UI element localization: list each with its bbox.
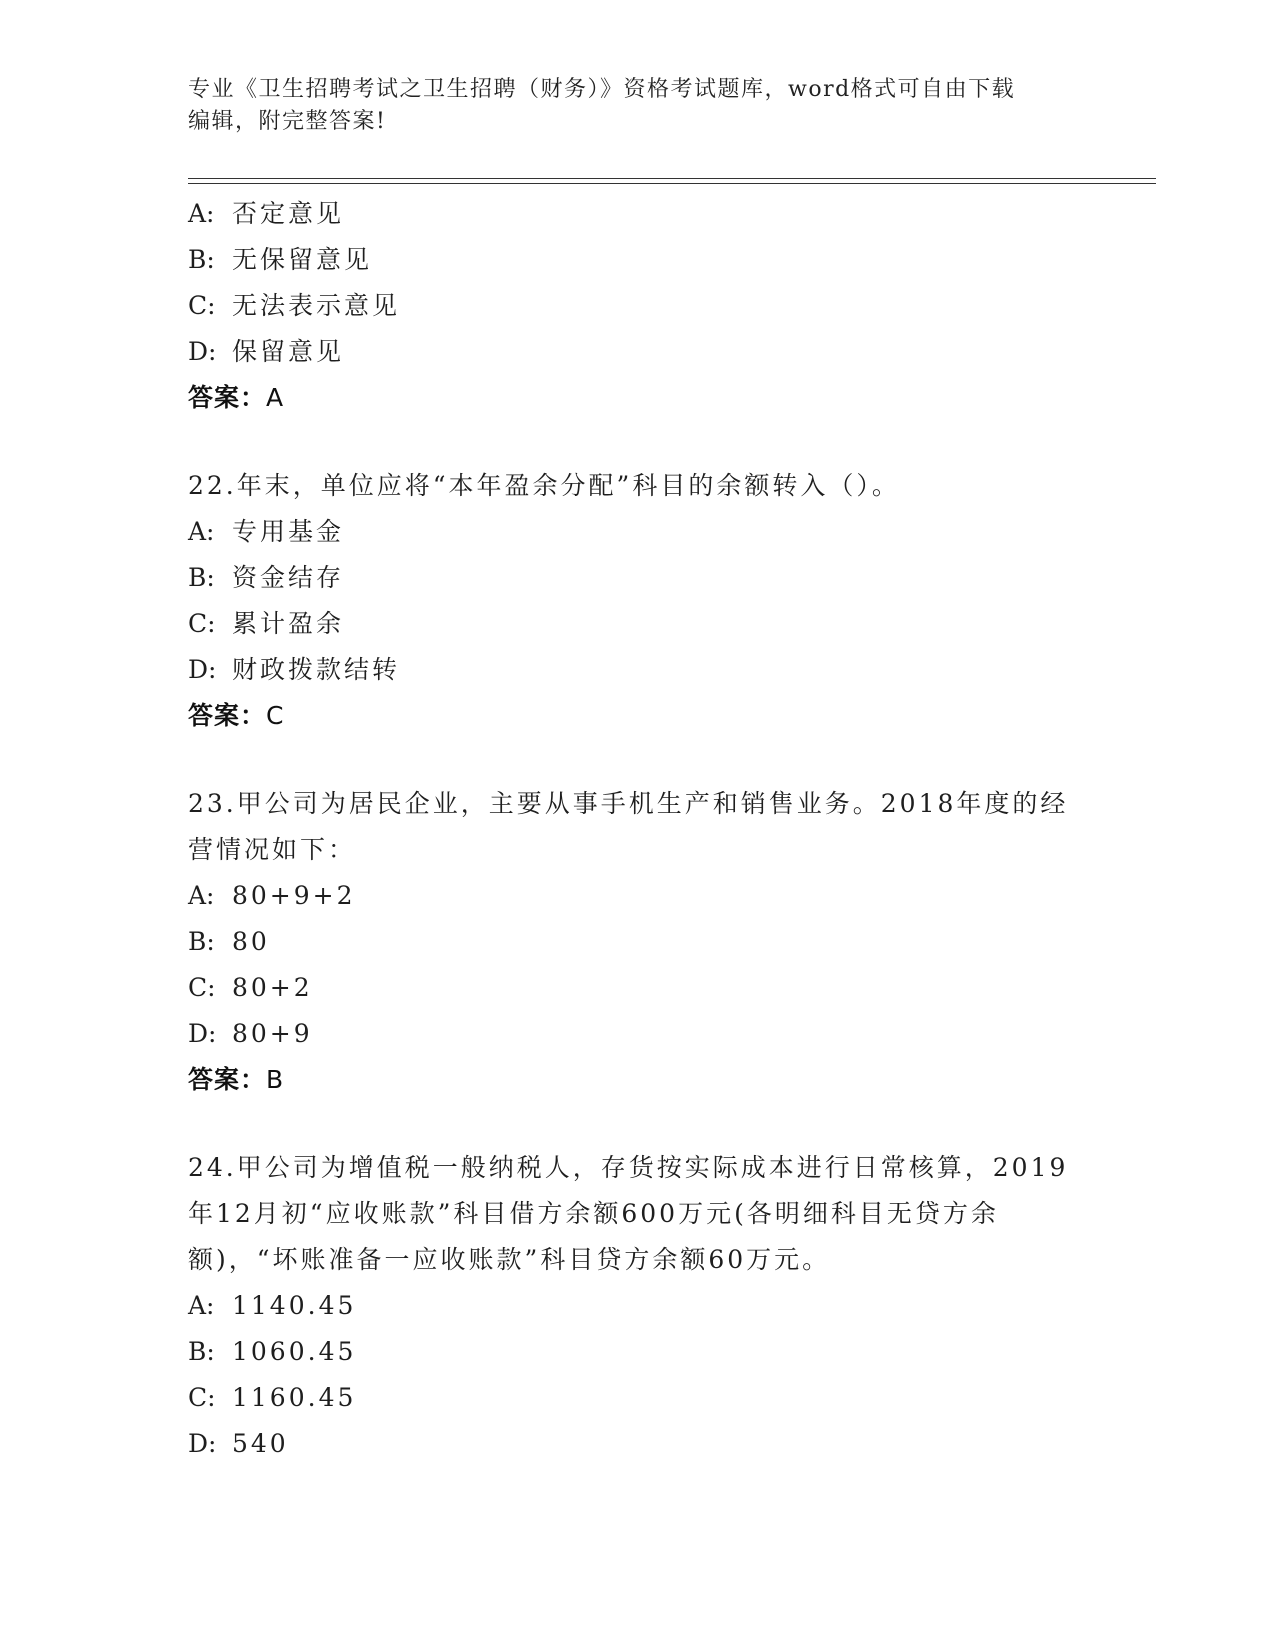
option-label: D: [188, 655, 217, 684]
option-text: 1060.45 [232, 1337, 357, 1366]
option-c [188, 1375, 1088, 1421]
option-label: A: [188, 517, 215, 546]
option-b [188, 1329, 1088, 1375]
option-label: D: [188, 1429, 217, 1458]
answer-line [188, 1057, 1088, 1103]
question-block [188, 463, 1088, 739]
option-label: B: [188, 245, 215, 274]
header-line-2: 编辑，附完整答案! [188, 109, 387, 134]
question-text: 22.年末，单位应将“本年盈余分配”科目的余额转入（）。 [188, 471, 900, 500]
option-label: C: [188, 1383, 216, 1412]
question-list [188, 191, 1088, 1467]
answer-label: 答案： [188, 1065, 267, 1094]
option-label: C: [188, 291, 216, 320]
option-label: A: [188, 1291, 215, 1320]
option-text: 财政拨款结转 [232, 655, 401, 684]
answer-value: A [266, 383, 285, 412]
option-text: 80 [232, 927, 270, 956]
option-label: D: [188, 337, 217, 366]
option-d [188, 647, 1088, 693]
option-label: D: [188, 1019, 217, 1048]
option-a [188, 1283, 1088, 1329]
option-label: A: [188, 199, 215, 228]
option-a [188, 873, 1088, 919]
question-block [188, 191, 1088, 421]
answer-line [188, 375, 1088, 421]
option-text: 专用基金 [232, 517, 345, 546]
answer-value: C [266, 701, 285, 730]
option-text: 资金结存 [232, 563, 345, 592]
option-b [188, 555, 1088, 601]
option-text: 否定意见 [232, 199, 345, 228]
option-c [188, 965, 1088, 1011]
option-text: 无保留意见 [232, 245, 373, 274]
answer-label: 答案： [188, 383, 267, 412]
answer-value: B [266, 1065, 285, 1094]
question-text: 23.甲公司为居民企业，主要从事手机生产和销售业务。2018年度的经营情况如下： [188, 789, 1069, 864]
option-c [188, 283, 1088, 329]
option-text: 1140.45 [232, 1291, 357, 1320]
option-text: 无法表示意见 [232, 291, 401, 320]
option-text: 保留意见 [232, 337, 345, 366]
option-label: C: [188, 973, 216, 1002]
option-d [188, 1421, 1088, 1467]
question-block [188, 1145, 1088, 1467]
question-text: 24.甲公司为增值税一般纳税人，存货按实际成本进行日常核算，2019年12月初“应收账款”科目借方余额600万元(各明细科目无贷方余额)，“坏账准备一应收账款”科目贷方余额60万元。 [188, 1153, 1069, 1274]
option-c [188, 601, 1088, 647]
option-label: A: [188, 881, 215, 910]
option-label: B: [188, 1337, 215, 1366]
header-line-1: 专业《卫生招聘考试之卫生招聘（财务）》资格考试题库，word格式可自由下载 [188, 77, 1016, 102]
header-divider-bottom [188, 183, 1156, 184]
question-block [188, 781, 1088, 1103]
option-label: B: [188, 563, 215, 592]
option-text: 累计盈余 [232, 609, 345, 638]
option-a [188, 191, 1088, 237]
option-b [188, 237, 1088, 283]
option-text: 80+9 [232, 1019, 313, 1048]
header-divider-top [188, 178, 1156, 179]
answer-label: 答案： [188, 701, 267, 730]
option-d [188, 329, 1088, 375]
document-header [188, 74, 1088, 138]
option-text: 80+2 [232, 973, 313, 1002]
option-text: 80+9+2 [232, 881, 356, 910]
option-text: 540 [232, 1429, 289, 1458]
answer-line [188, 693, 1088, 739]
option-d [188, 1011, 1088, 1057]
option-label: B: [188, 927, 215, 956]
option-b [188, 919, 1088, 965]
option-a [188, 509, 1088, 555]
option-text: 1160.45 [232, 1383, 357, 1412]
option-label: C: [188, 609, 216, 638]
